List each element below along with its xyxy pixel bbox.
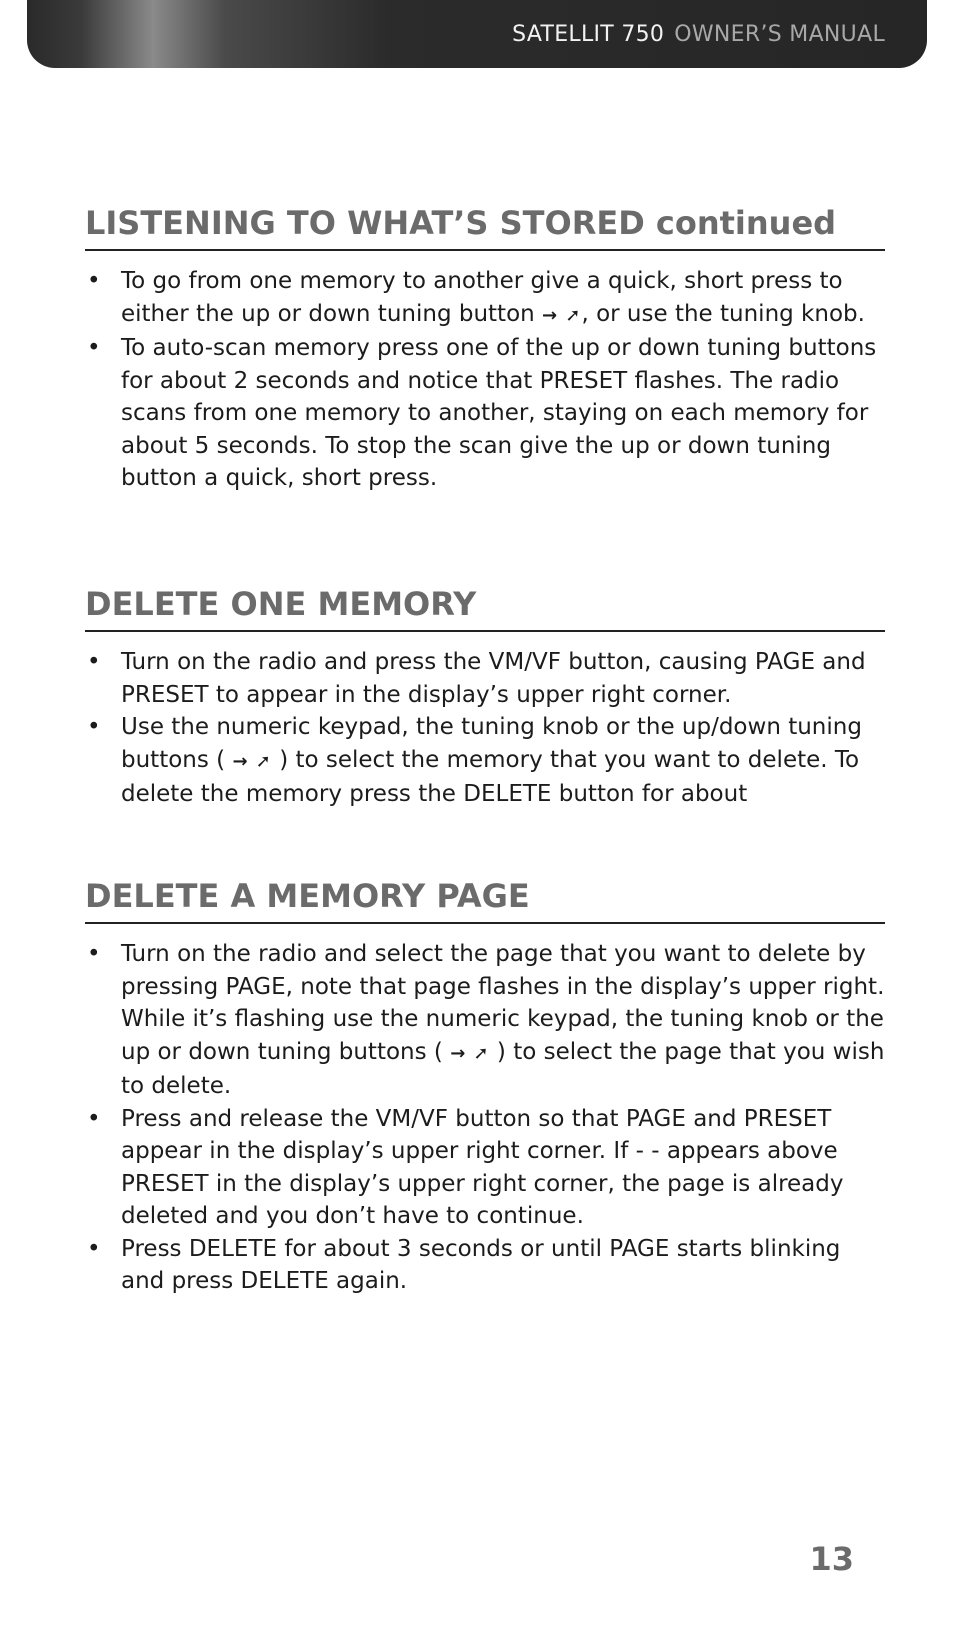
bullet-text: To auto-scan memory press one of the up or down tuning buttons for about 2 seconds and notice that PRESET flashes. The radio scans from one memory to another, staying on each memory for about 5 seconds. To stop the scan give the up or down tuning button a quick, short press. — [121, 335, 877, 491]
bullet-text: Use the numeric keypad, the tuning knob or the up/down tuning buttons ( — [121, 714, 862, 773]
bullet-icon: • — [87, 649, 101, 675]
list-item — [85, 1233, 885, 1298]
section-delete-one-memory — [85, 584, 885, 811]
bullet-text: Turn on the radio and select the page that you want to delete by pressing PAGE, note that page flashes in the display’s upper right. While it’s flashing use the numeric keypad, the tuning knob or the up or down tuning buttons ( — [121, 941, 885, 1065]
list-item — [85, 646, 885, 711]
bullet-icon: • — [87, 335, 101, 361]
bullet-text-end: ) to select the memory that you want to delete. To delete the memory press the DELETE button for about — [121, 746, 860, 807]
bullet-text: Turn on the radio and press the VM/VF button, causing PAGE and PRESET to appear in the display’s upper right corner. — [121, 649, 866, 708]
bullet-icon: • — [87, 941, 101, 967]
list-item — [85, 938, 885, 1103]
list-item — [85, 332, 885, 495]
page-number: 13 — [809, 1540, 854, 1578]
page-header-banner — [27, 0, 927, 68]
section-listening-stored — [85, 203, 885, 495]
section-title-main: DELETE ONE MEMORY — [85, 585, 477, 623]
section-title — [85, 876, 885, 924]
bullet-list — [85, 265, 885, 495]
bullet-icon: • — [87, 1105, 101, 1132]
tuning-arrows-icon: → ➚ — [542, 304, 582, 326]
section-title — [85, 203, 885, 251]
bullet-text-end: ) to select the page that you wish to delete. — [121, 1038, 885, 1099]
bullet-text-end: , or use the tuning knob. — [581, 300, 865, 327]
bullet-text: Press DELETE for about 3 seconds or until PAGE starts blinking and press DELETE again. — [121, 1235, 841, 1294]
section-title — [85, 584, 885, 632]
bullet-icon: • — [87, 268, 101, 294]
bullet-list — [85, 646, 885, 811]
section-title-main: DELETE A MEMORY PAGE — [85, 877, 530, 915]
list-item — [85, 1103, 885, 1233]
list-item — [85, 711, 885, 811]
tuning-arrows-icon: → ➚ — [450, 1042, 490, 1064]
bullet-text: Press and release the VM/VF button so that PAGE and PRESET appear in the display’s upper right corner. If - - appears above PRESET in the display’s upper right corner, the page is already deleted and you don’t have to continue. — [121, 1105, 844, 1229]
bullet-icon: • — [87, 714, 101, 740]
tuning-arrows-icon: → ➚ — [232, 750, 272, 772]
bullet-text: To go from one memory to another give a quick, short press to either the up or down tuning button — [121, 268, 843, 327]
bullet-icon: • — [87, 1235, 101, 1262]
list-item — [85, 265, 885, 332]
section-title-suffix: continued — [655, 204, 837, 242]
header-text — [512, 22, 885, 47]
manual-subtitle: OWNER’S MANUAL — [674, 22, 885, 47]
section-delete-memory-page — [85, 876, 885, 1298]
manual-title: SATELLIT 750 — [512, 22, 665, 47]
bullet-list — [85, 938, 885, 1298]
section-title-main: LISTENING TO WHAT’S STORED — [85, 204, 645, 242]
